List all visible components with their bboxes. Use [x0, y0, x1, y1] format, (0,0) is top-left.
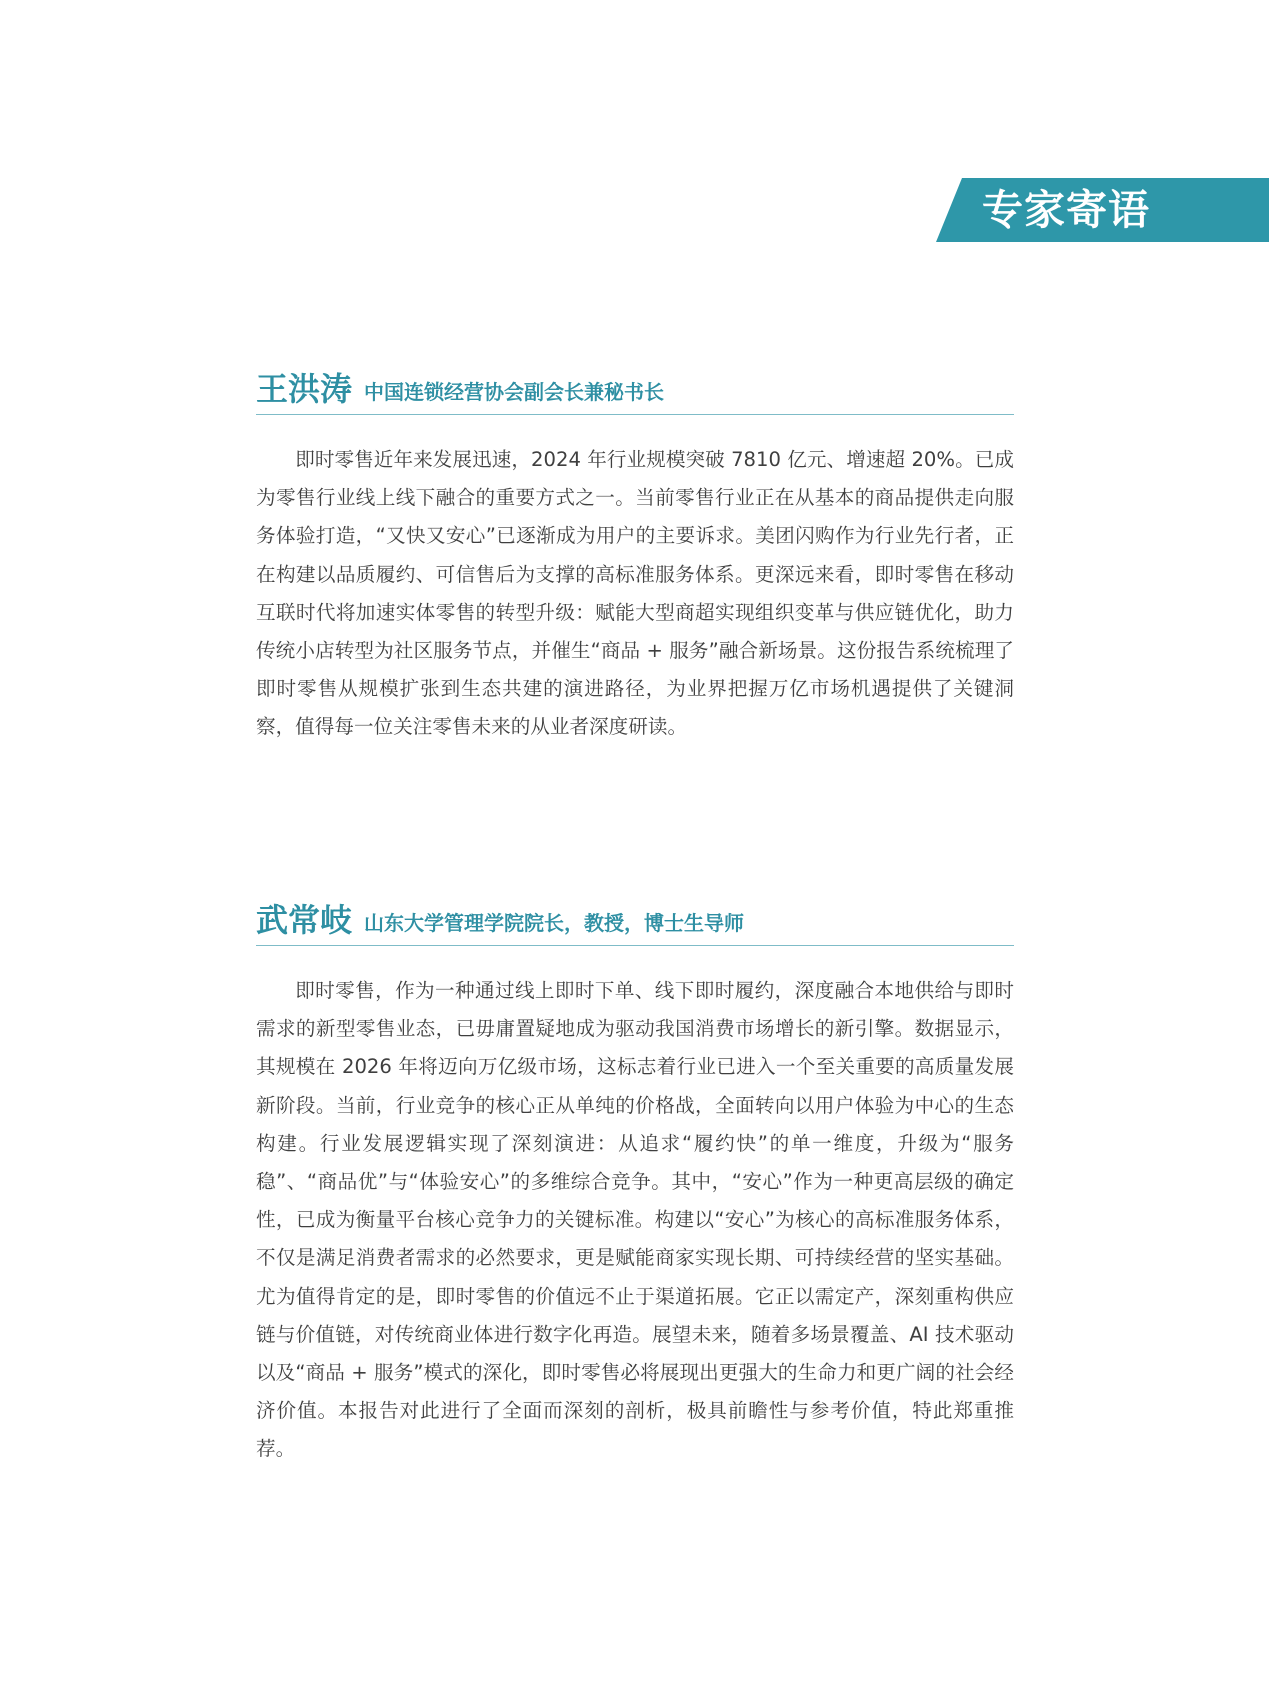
- expert-name: 王洪涛: [256, 370, 353, 408]
- expert-name: 武常岐: [256, 901, 353, 939]
- expert-header: [256, 370, 1014, 415]
- expert-header: [256, 901, 1014, 946]
- section-title: 专家寄语: [982, 186, 1150, 234]
- expert-section-wang: [256, 370, 1014, 747]
- expert-role: 中国连锁经营协会副会长兼秘书长: [364, 380, 664, 404]
- expert-quote-body: 即时零售近年来发展迅速，2024 年行业规模突破 7810 亿元、增速超 20%。已成为零售行业线上线下融合的重要方式之一。当前零售行业正在从基本的商品提供走向服务体验打造，“又快又安心”已逐渐成为用户的主要诉求。美团闪购作为行业先行者，正在构建以品质履约、可信售后为支撑的高标准服务体系。更深远来看，即时零售在移动互联时代将加速实体零售的转型升级：赋能大型商超实现组织变革与供应链优化，助力传统小店转型为社区服务节点，并催生“商品 + 服务”融合新场景。这份报告系统梳理了即时零售从规模扩张到生态共建的演进路径，为业界把握万亿市场机遇提供了关键洞察，值得每一位关注零售未来的从业者深度研读。: [256, 448, 1014, 739]
- expert-role: 山东大学管理学院院长，教授，博士生导师: [364, 911, 744, 935]
- expert-quote-body: 即时零售，作为一种通过线上即时下单、线下即时履约，深度融合本地供给与即时需求的新型零售业态，已毋庸置疑地成为驱动我国消费市场增长的新引擎。数据显示，其规模在 2026 年将迈向万亿级市场，这标志着行业已进入一个至关重要的高质量发展新阶段。当前，行业竞争的核心正从单纯的价格战，全面转向以用户体验为中心的生态构建。行业发展逻辑实现了深刻演进：从追求“履约快”的单一维度，升级为“服务稳”、“商品优”与“体验安心”的多维综合竞争。其中，“安心”作为一种更高层级的确定性，已成为衡量平台核心竞争力的关键标准。构建以“安心”为核心的高标准服务体系，不仅是满足消费者需求的必然要求，更是赋能商家实现长期、可持续经营的坚实基础。尤为值得肯定的是，即时零售的价值远不止于渠道拓展。它正以需定产，深刻重构供应链与价值链，对传统商业体进行数字化再造。展望未来，随着多场景覆盖、AI 技术驱动以及“商品 + 服务”模式的深化，即时零售必将展现出更强大的生命力和更广阔的社会经济价值。本报告对此进行了全面而深刻的剖析，极具前瞻性与参考价值，特此郑重推荐。: [256, 979, 1014, 1461]
- expert-section-wu: [256, 901, 1014, 1469]
